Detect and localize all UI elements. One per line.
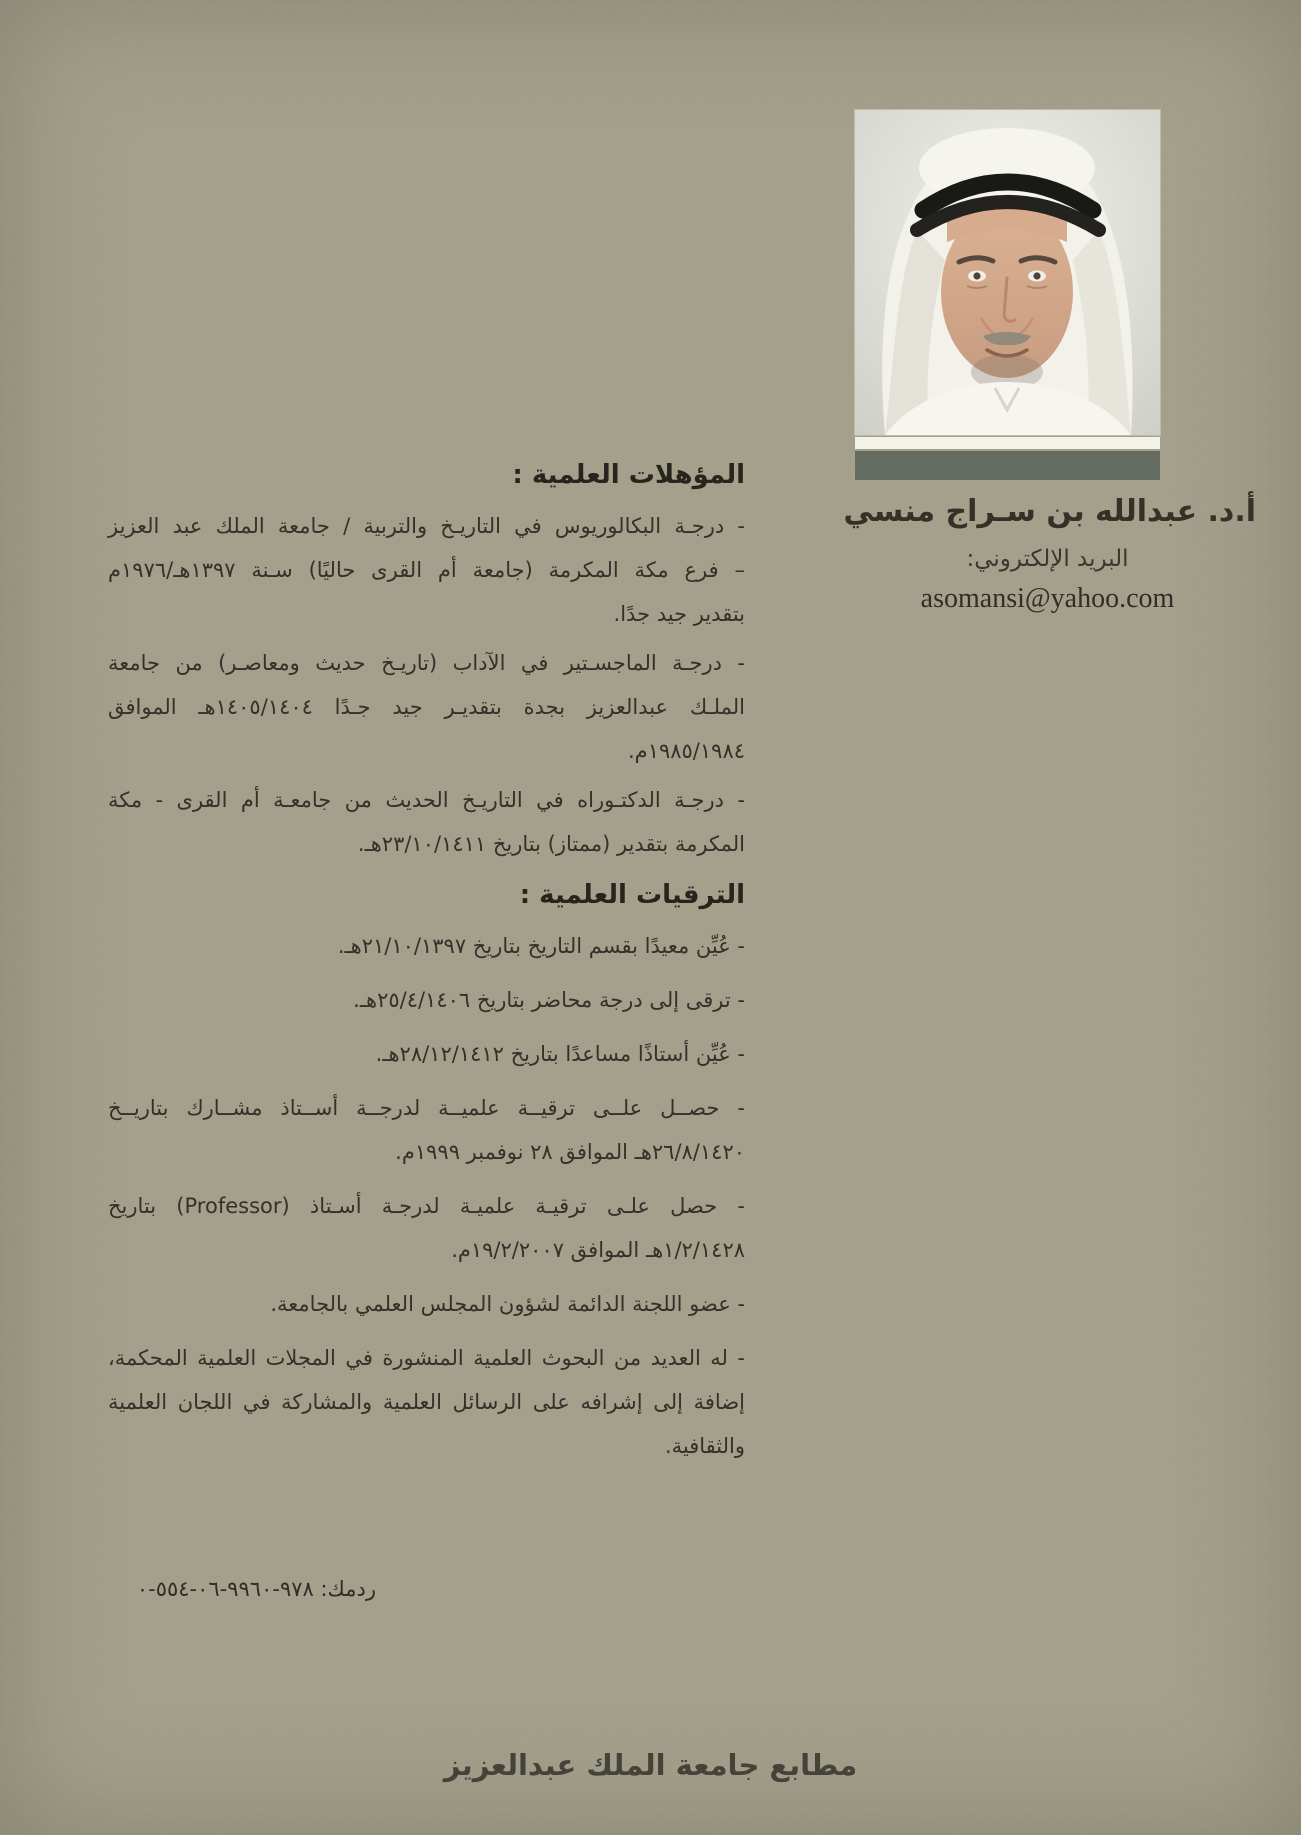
list-item [108,504,745,636]
isbn-line [58,1574,376,1604]
text-line: - درجـة الماجسـتير في الآداب (تاريـخ حديث ومعاصـر) من جامعة [108,651,745,675]
list-item [108,978,745,1022]
text-line: المكرمة بتقدير (ممتاز) بتاريخ ٢٣/١٠/١٤١١هـ. [357,832,745,856]
text-line: ١٩٨٥/١٩٨٤م. [628,739,745,763]
text-line: بتقدير جيد جدًا. [613,602,745,626]
text-line: - عُيِّن أستاذًا مساعدًا بتاريخ ٢٨/١٢/١٤١٢هـ. [375,1042,745,1066]
text-line: - عضو اللجنة الدائمة لشؤون المجلس العلمي بالجامعة. [270,1292,745,1316]
list-item [108,1032,745,1076]
text-line: ١/٢/١٤٢٨هـ الموافق ١٩/٢/٢٠٠٧م. [451,1238,745,1262]
list-item [108,924,745,968]
isbn-label: ردمك: [320,1577,376,1601]
list-item [108,1336,745,1468]
printer-credit: مطابع جامعة الملك عبدالعزيز [443,1748,858,1782]
section-items [108,504,745,866]
biography-sections [108,450,745,1478]
text-line: – فرع مكة المكرمة (جامعة أم القرى حاليًا) سـنة ١٣٩٧هـ/١٩٧٦م [108,558,745,582]
list-item [108,1086,745,1174]
isbn-number: ٩٧٨-٩٩٦٠-٠٦-٥٥٤-٠ [136,1577,314,1601]
text-line: - حصل علـى ترقيـة علميـة لدرجـة أسـتاذ (Professor) بتاريخ [108,1194,745,1218]
text-line: إضافة إلى إشرافه على الرسائل العلمية والمشاركة في اللجان العلمية [108,1390,745,1414]
text-line: والثقافية. [664,1434,745,1458]
text-line: - حصــل علــى ترقيــة علميــة لدرجــة أســتاذ مشــارك بتاريــخ [108,1096,745,1120]
author-photo-illustration [855,110,1160,435]
text-line: الملـك عبدالعزيز بجدة بتقديـر جيد جـدًا ١٤٠٥/١٤٠٤هـ الموافق [108,695,746,719]
list-item [108,1282,745,1326]
email-label: البريد الإلكتروني: [966,546,1129,572]
text-line: - عُيِّن معيدًا بقسم التاريخ بتاريخ ٢١/١٠/١٣٩٧هـ. [337,934,745,958]
section-title: الترقيات العلمية : [519,880,745,910]
section-title: المؤهلات العلمية : [512,460,745,490]
section [108,456,745,866]
text-line: - ترقى إلى درجة محاضر بتاريخ ٢٥/٤/١٤٠٦هـ. [353,988,745,1012]
photo-divider-bar [855,451,1160,480]
section-items [108,924,745,1468]
section [108,876,745,1468]
author-name: أ.د. عبدالله بن سـراج منسي [843,494,1256,529]
author-photo [855,110,1160,435]
list-item [108,1184,745,1272]
email-address: asomansi@yahoo.com [920,583,1175,614]
photo-divider-white [855,437,1160,449]
text-line: - له العديد من البحوث العلمية المنشورة في المجلات العلمية المحكمة، [108,1346,745,1370]
text-line: ٢٦/٨/١٤٢٠هـ الموافق ٢٨ نوفمبر ١٩٩٩م. [395,1140,745,1164]
text-line: - درجـة البكالوريوس في التاريـخ والتربية / جامعة الملك عبد العزيز [108,514,745,538]
list-item [108,641,745,773]
list-item [108,778,745,866]
text-line: - درجـة الدكتـوراه في التاريـخ الحديث من جامعـة أم القرى - مكة [108,788,745,812]
